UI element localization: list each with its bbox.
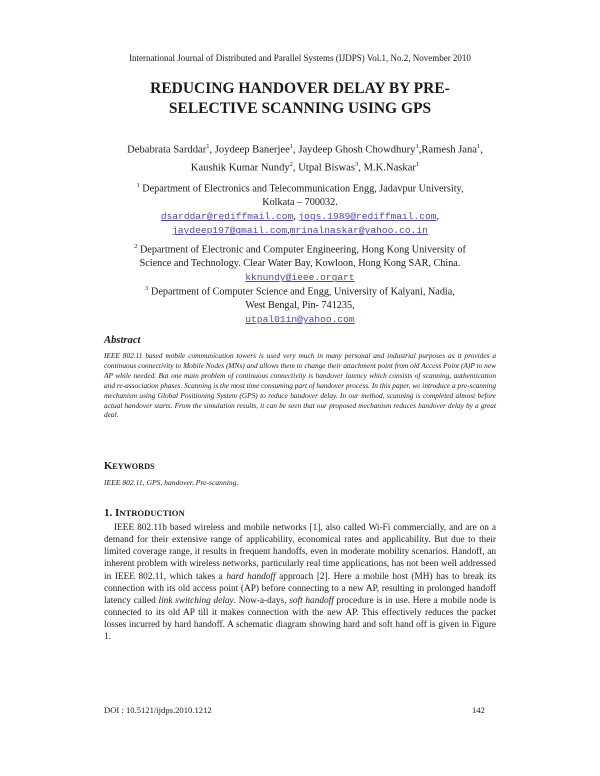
author-name: Kaushik Kumar Nundy: [190, 162, 290, 174]
keywords-heading-rest: EYWORDS: [112, 462, 155, 471]
section-heading-number: 1. I: [104, 507, 120, 519]
emphasis-text: link switching delay: [158, 595, 234, 606]
affiliation-text: Department of Electronic and Computer Engineering, Hong Kong University of: [139, 244, 466, 256]
affiliation-number: 1: [136, 182, 140, 189]
affiliation-text: West Bengal, Pin- 741235,: [245, 300, 355, 312]
email-link[interactable]: kknundy@ieee.orgart: [245, 272, 355, 284]
affiliation-marker: 1: [206, 143, 210, 150]
abstract-text: IEEE 802.11 based mobile communication towers is used very much in many personal and industrial purposes as it provides a continuous connectivity to Mobile Nodes (MNs) and allows them to change their attachment point from old Access Point (A)P to new AP while needed. But one main problem of continuous connectivity is handover latency which consists of scanning, authentication and re-association phases. Scanning is the most time consuming part of handover process. In this paper, we introduce a pre-scanning mechanism using Global Positioning System (GPS) to reduce handover delay. In our method, scanning is completed almost before actual handover starts. From the simulation results, it can be seen that our proposed mechanism reduces handover delay by a great deal.: [104, 351, 496, 420]
affiliation-text: Kolkata – 700032.: [262, 197, 338, 209]
section-heading-rest: NTRODUCTION: [119, 508, 185, 518]
title-line-1: REDUCING HANDOVER DELAY BY PRE-: [150, 80, 450, 97]
footer-doi: DOI : 10.5121/ijdps.2010.1212: [104, 705, 212, 715]
keywords-text: IEEE 802.11, GPS, handover, Pre-scanning.: [104, 478, 239, 487]
author-name: Jaydeep Ghosh Chowdhury: [298, 144, 416, 156]
affiliation-marker: 2: [289, 160, 293, 168]
affiliation-text: Science and Technology. Clear Water Bay, Kowloon, Hong Kong SAR, China.: [139, 258, 461, 270]
author-name: Joydeep Banerjee: [214, 144, 290, 156]
affiliation-3: [120, 282, 480, 327]
affiliation-marker: 1: [476, 143, 481, 150]
title-line-2: SELECTIVE SCANNING USING GPS: [168, 100, 432, 117]
affiliation-text: Department of Electronics and Telecommunication Engg, Jadavpur University,: [142, 183, 464, 195]
abstract-heading: Abstract: [104, 335, 141, 346]
author-name: Debabrata Sarddar: [127, 144, 207, 156]
body-text-span: . Now-a-days,: [233, 595, 290, 606]
affiliation-2: [112, 240, 488, 285]
affiliation-1: $^1$ Department of Electronics and Telecommunication Engg, Jadavpur University, Kolkata – 700032. dsarddar@rediffmail.com, jogs.1989@rediffmail.com, jaydeep197@gmail.com,mrinalnaskar@yahoo.co.in: [115, 179, 485, 238]
email-link[interactable]: dsarddar@rediffmail.com: [160, 211, 294, 223]
author-name: M.K.Naskar: [363, 162, 416, 174]
emphasis-text: soft handoff: [289, 595, 334, 606]
section-heading-introduction: [104, 507, 185, 519]
introduction-body: [104, 522, 496, 644]
keywords-heading: [104, 461, 155, 472]
page-number: 142: [472, 705, 485, 715]
paper-title: [100, 79, 500, 119]
email-link[interactable]: utpal01in@yahoo.com: [245, 314, 355, 326]
introduction-paragraph: [104, 522, 496, 644]
body-text-span: approach [2]. Here a mobile host (MH) has to break its connection with its old access point (AP) before connecting to a new AP, resulting in prolonged handoff latency called: [104, 571, 496, 606]
emphasis-text: hard handoff: [226, 571, 276, 582]
body-text-span: procedure is in use. Here a mobile node is connected to its old AP till it makes connection with the new AP. This effectively reduces the packet losses incurred by hard handoff. A schematic diagram showing hard and soft hand off is given in Figure 1.: [104, 595, 497, 643]
affiliation-text: Department of Computer Science and Engg, University of Kalyani, Nadia,: [150, 286, 455, 298]
keywords-heading-initial: K: [104, 461, 113, 472]
affiliation-marker: 1: [415, 160, 420, 168]
author-list: Debabrata Sarddar$^1$, Joydeep Banerjee$^1$, Jaydeep Ghosh Chowdhury$^1$,Ramesh Jana$^1$, Kaushik Kumar Nundy$^2$, Utpal Biswas$^3$, M.K.Naskar$^1$: [127, 143, 483, 174]
affiliation-marker: 1: [289, 143, 294, 150]
affiliation-marker: 1: [415, 143, 419, 150]
affiliation-number: 3: [145, 285, 149, 292]
affiliation-marker: 3: [355, 160, 359, 168]
affiliation-number: 2: [134, 243, 138, 250]
author-name: Ramesh Jana: [421, 144, 477, 156]
author-name: Utpal Biswas: [298, 162, 356, 174]
email-link[interactable]: jaydeep197@gmail.com: [172, 225, 288, 237]
body-text-span: IEEE 802.11b based wireless and mobile networks [1], also called Wi-Fi commercially, and are on a demand for their extensive range of applicability, economical rates and applicability. But due to their limited coverage range, it results in frequent handoffs, even in moderate mobility scenarios. Handoff, an inherent problem with wireless networks, particularly real time applications, has not been well addressed in IEEE 802.11, which takes a: [104, 523, 496, 582]
email-link[interactable]: jogs.1989@rediffmail.com: [298, 211, 437, 223]
journal-header: International Journal of Distributed and Parallel Systems (IJDPS) Vol.1, No.2, November 2010: [129, 53, 471, 63]
email-link[interactable]: mrinalnaskar@yahoo.co.in: [289, 225, 428, 237]
